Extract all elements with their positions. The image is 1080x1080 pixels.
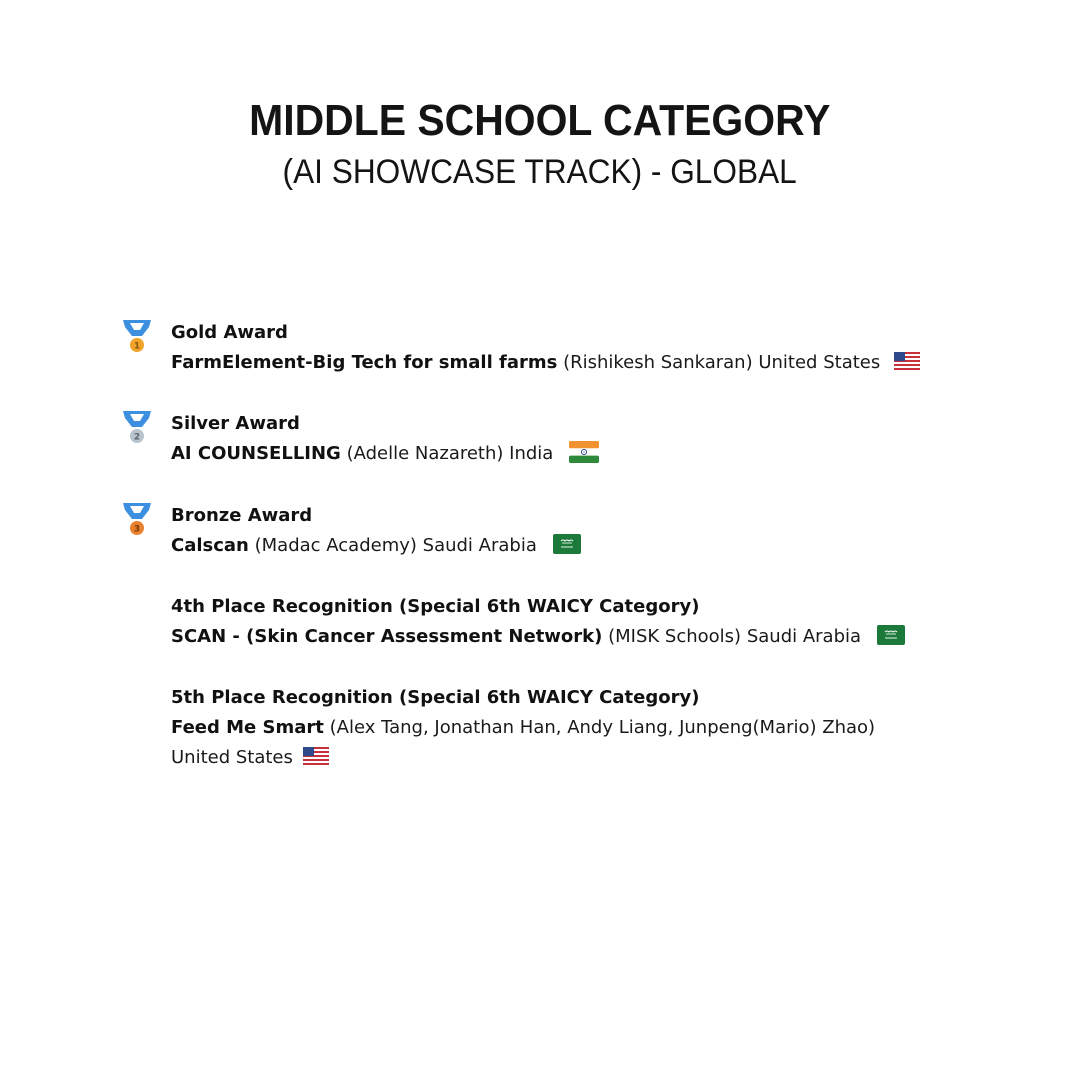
project-name: AI COUNSELLING xyxy=(171,443,341,464)
us-flag-icon xyxy=(894,352,920,370)
award-entry-gold xyxy=(171,318,1031,378)
team-members: (Rishikesh Sankaran) xyxy=(563,352,753,373)
team-members: (Alex Tang, Jonathan Han, Andy Liang, Junpeng(Mario) Zhao) xyxy=(329,717,876,738)
page-title: MIDDLE SCHOOL CATEGORY xyxy=(249,96,831,145)
page-subtitle: (AI SHOWCASE TRACK) - GLOBAL xyxy=(282,153,797,191)
silver-medal-icon xyxy=(122,409,152,443)
award-entry-silver xyxy=(171,409,1031,469)
award-entry-4th-place xyxy=(171,592,1031,652)
project-name: FarmElement-Big Tech for small farms xyxy=(171,352,558,373)
award-title: Bronze Award xyxy=(171,505,313,526)
team-members: (Madac Academy) xyxy=(254,535,417,556)
country: Saudi Arabia xyxy=(422,535,537,556)
project-name: SCAN - (Skin Cancer Assessment Network) xyxy=(171,626,603,647)
team-members: (Adelle Nazareth) xyxy=(346,443,504,464)
us-flag-icon xyxy=(303,747,329,765)
bronze-medal-icon xyxy=(122,501,152,535)
medal-rank-label: 1 xyxy=(133,341,141,352)
country: Saudi Arabia xyxy=(746,626,862,647)
award-entry-5th-place xyxy=(171,683,1031,773)
india-flag-icon xyxy=(569,441,599,463)
award-entry-bronze xyxy=(171,501,1031,561)
saudi-flag-icon xyxy=(877,625,905,645)
team-members: (MISK Schools) xyxy=(608,626,742,647)
award-title: Silver Award xyxy=(171,413,300,434)
saudi-flag-icon xyxy=(553,534,581,554)
medal-rank-label: 2 xyxy=(133,432,141,443)
medal-rank-label: 3 xyxy=(133,524,141,535)
country: India xyxy=(509,443,554,464)
gold-medal-icon xyxy=(122,318,152,352)
country: United States xyxy=(758,352,881,373)
country: United States xyxy=(171,747,293,768)
project-name: Feed Me Smart xyxy=(171,717,324,738)
award-title: 4th Place Recognition (Special 6th WAICY Category) xyxy=(171,596,700,617)
project-name: Calscan xyxy=(171,535,249,556)
award-title: Gold Award xyxy=(171,322,288,343)
award-title: 5th Place Recognition (Special 6th WAICY Category) xyxy=(171,687,700,708)
